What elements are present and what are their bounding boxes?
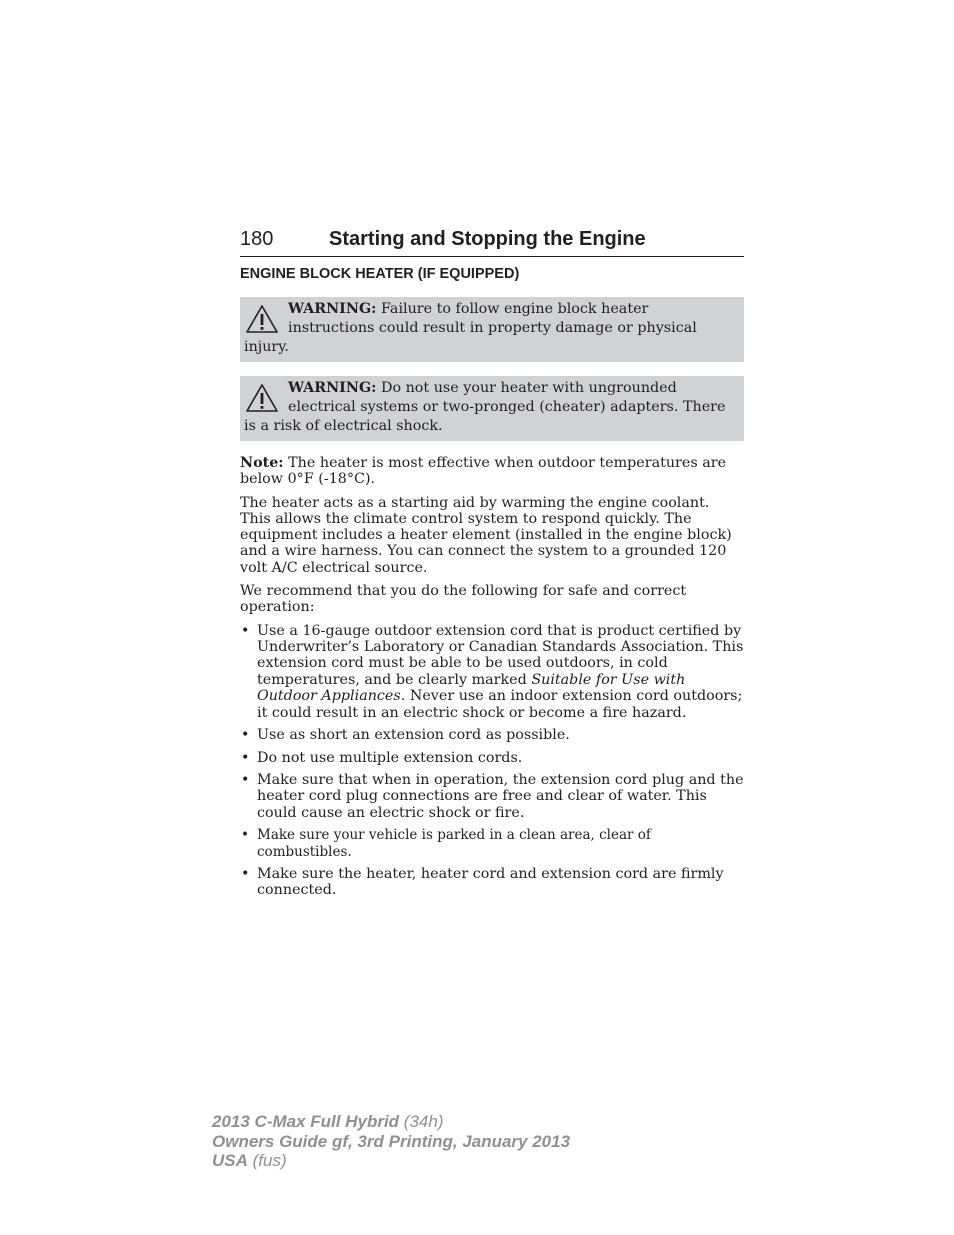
bullet-text: Use a 16-gauge outdoor extension cord that is product certified by Underwriter’s Laboratory or Canadian Standards Association. This extension cord must be able to be used outdoors, in cold temperatures, and be clearly marked	[257, 622, 744, 688]
warning-box	[240, 297, 744, 362]
warning-box	[240, 376, 744, 441]
footer-region-code: (fus)	[252, 1151, 287, 1170]
warning-triangle-icon	[245, 304, 279, 334]
section-heading: ENGINE BLOCK HEATER (IF EQUIPPED)	[240, 266, 520, 282]
footer-region: USA	[212, 1151, 248, 1170]
warning-text: Do not use your heater with ungrounded electrical systems or two-pronged (cheater) adapters. There is a risk of electrical shock.	[244, 380, 726, 434]
page-footer	[212, 1112, 570, 1171]
footer-line	[212, 1112, 570, 1132]
list-item: • Do not use multiple extension cords.	[240, 750, 744, 766]
bullet-italic-text: Suitable for Use with Outdoor Appliances	[257, 671, 686, 705]
warning-label: WARNING:	[288, 301, 377, 317]
footer-model: 2013 C-Max Full Hybrid	[212, 1112, 400, 1131]
footer-line	[212, 1151, 570, 1171]
warning-label: WARNING:	[288, 380, 377, 396]
body-paragraph: The heater acts as a starting aid by warming the engine coolant. This allows the climate control system to respond quickly. The equipment includes a heater element (installed in the engine block) and a wire harness. You can connect the system to a grounded 120 volt A/C electrical source.	[240, 494, 732, 576]
footer-line	[212, 1132, 570, 1152]
bullet-list	[240, 623, 744, 899]
footer-guide: Owners Guide gf, 3rd Printing, January 2013	[212, 1131, 571, 1151]
list-item: • Make sure the heater, heater cord and extension cord are firmly connected.	[240, 866, 744, 899]
warning-text: Failure to follow engine block heater instructions could result in property damage or physical injury.	[244, 301, 697, 355]
page-content	[240, 228, 744, 905]
list-item: • Use as short an extension cord as possible.	[240, 727, 744, 743]
footer-code: (34h)	[403, 1112, 444, 1131]
warning-triangle-icon	[245, 383, 279, 413]
chapter-title: Starting and Stopping the Engine	[329, 228, 646, 250]
bullet-text: . Never use an indoor extension cord outdoors; it could result in an electric shock or become a fire hazard.	[257, 688, 743, 721]
list-item	[240, 623, 744, 721]
note-paragraph	[240, 455, 744, 488]
body-paragraph: We recommend that you do the following for safe and correct operation:	[240, 583, 687, 616]
list-item: • Make sure that when in operation, the extension cord plug and the heater cord plug connections are free and clear of water. This could cause an electric shock or fire.	[240, 772, 744, 821]
page-number: 180	[240, 228, 274, 250]
page-header	[240, 228, 744, 257]
note-text: The heater is most effective when outdoor temperatures are below 0°F (-18°C).	[240, 455, 727, 488]
note-label: Note:	[240, 455, 284, 471]
list-item: • Make sure your vehicle is parked in a clean area, clear of combustibles.	[240, 827, 744, 860]
